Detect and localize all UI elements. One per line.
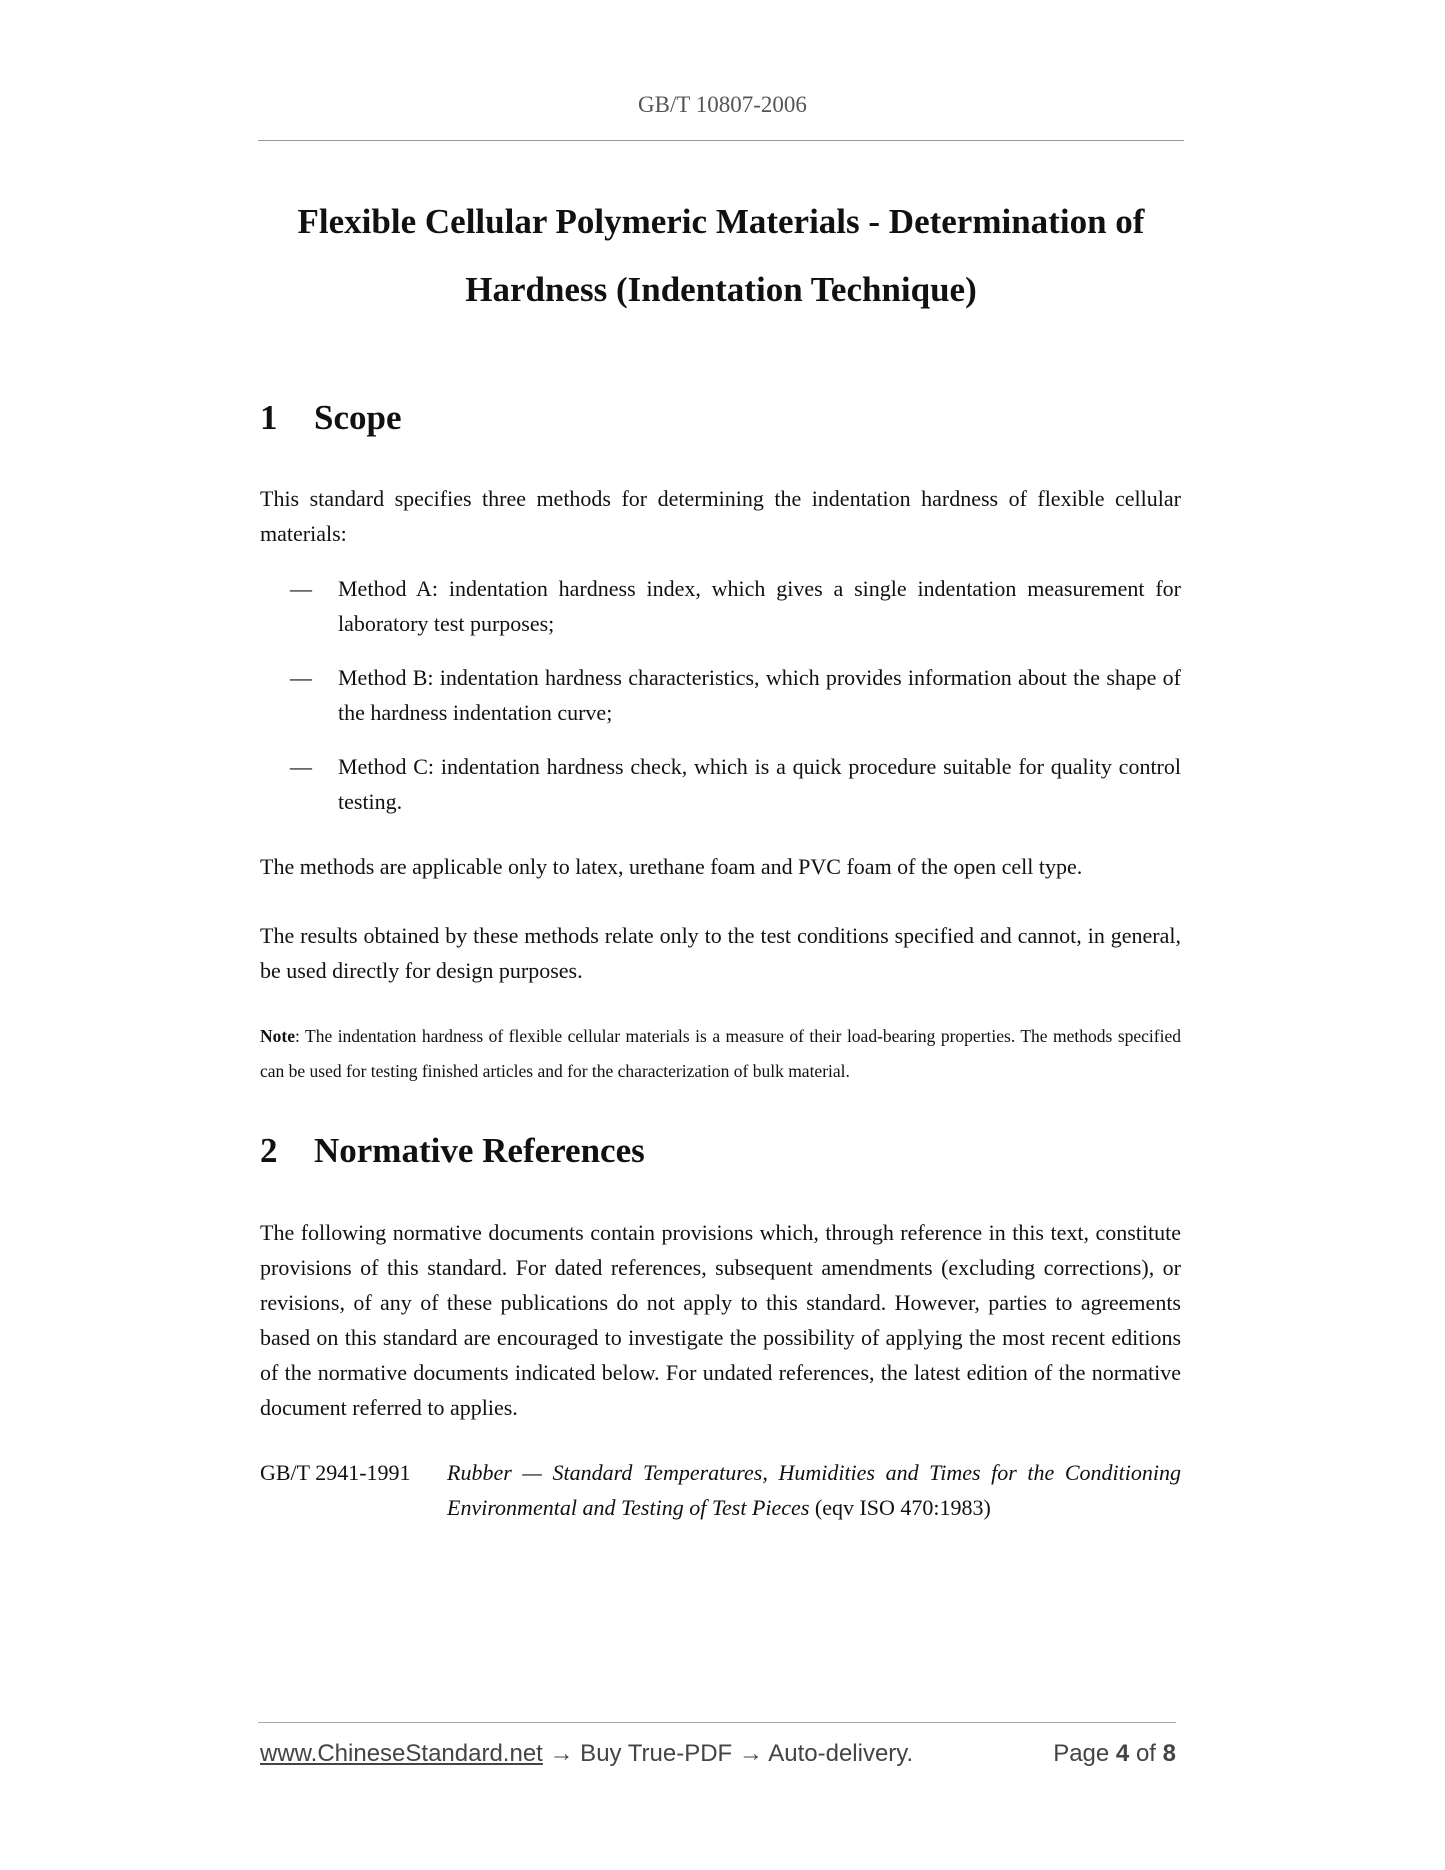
page-indicator xyxy=(1053,1740,1176,1768)
bullet-dash: — xyxy=(290,665,312,690)
document-title xyxy=(258,188,1184,324)
document-title-line-1: Flexible Cellular Polymeric Materials - Determination of xyxy=(297,202,1145,241)
method-b-text: Method B: indentation hardness characteristics, which provides information about the shape of the hardness indentation curve; xyxy=(338,665,1181,725)
scope-intro-paragraph: This standard specifies three methods for determining the indentation hardness of flexible cellular materials: xyxy=(260,486,1181,546)
page-footer xyxy=(260,1740,1176,1770)
page-total: 8 xyxy=(1162,1740,1176,1767)
normative-references-paragraph: The following normative documents contain provisions which, through reference in this text, constitute provisions of this standard. For dated references, subsequent amendments (excluding corrections), or revisions, of any of these publications do not apply to this standard. However, parties to agreements based on this standard are encouraged to investigate the possibility of applying the most recent editions of the normative documents indicated below. For undated references, the latest edition of the normative document referred to applies. xyxy=(260,1220,1181,1420)
section-1-number: 1 xyxy=(260,398,278,437)
section-2-title: Normative References xyxy=(314,1131,645,1170)
footer-promo xyxy=(260,1740,913,1768)
note-text: : The indentation hardness of flexible cellular materials is a measure of their load-bearing properties. The methods specified can be used for testing finished articles and for the characterization of bulk material. xyxy=(260,1026,1181,1081)
page-label: Page xyxy=(1053,1740,1116,1767)
method-a-bullet xyxy=(290,571,1181,641)
header-divider xyxy=(258,140,1184,141)
page-current: 4 xyxy=(1115,1740,1130,1767)
document-title-line-2: Hardness (Indentation Technique) xyxy=(465,270,977,309)
bullet-dash: — xyxy=(290,576,312,601)
reference-suffix: (eqv ISO 470:1983) xyxy=(809,1495,991,1520)
method-b-bullet xyxy=(290,660,1181,730)
reference-entry xyxy=(260,1455,1181,1525)
note-label: Note xyxy=(260,1026,295,1046)
method-c-bullet xyxy=(290,749,1181,819)
reference-text xyxy=(447,1455,1181,1525)
applicability-paragraph: The methods are applicable only to latex, urethane foam and PVC foam of the open cell type. xyxy=(260,854,1083,879)
method-c-text: Method C: indentation hardness check, which is a quick procedure suitable for quality control testing. xyxy=(338,754,1181,814)
results-paragraph: The results obtained by these methods relate only to the test conditions specified and cannot, in general, be used directly for design purposes. xyxy=(260,923,1181,983)
scope-note xyxy=(260,1019,1181,1089)
section-1-heading xyxy=(260,398,402,438)
section-2-heading xyxy=(260,1131,645,1171)
reference-id: GB/T 2941-1991 xyxy=(260,1460,411,1485)
document-header-id: GB/T 10807-2006 xyxy=(638,92,807,117)
section-2-number: 2 xyxy=(260,1131,278,1170)
page-of: of xyxy=(1129,1740,1163,1767)
section-1-title: Scope xyxy=(314,398,402,437)
chinesestandard-link[interactable]: www.ChineseStandard.net xyxy=(260,1740,543,1767)
method-a-text: Method A: indentation hardness index, which gives a single indentation measurement for laboratory test purposes; xyxy=(338,576,1181,636)
footer-divider xyxy=(258,1722,1176,1723)
reference-title: Rubber — Standard Temperatures, Humidities and Times for the Conditioning Environmental and Testing of Test Pieces xyxy=(447,1460,1181,1520)
bullet-dash: — xyxy=(290,754,312,779)
footer-tagline: → Buy True-PDF → Auto-delivery. xyxy=(542,1740,914,1767)
